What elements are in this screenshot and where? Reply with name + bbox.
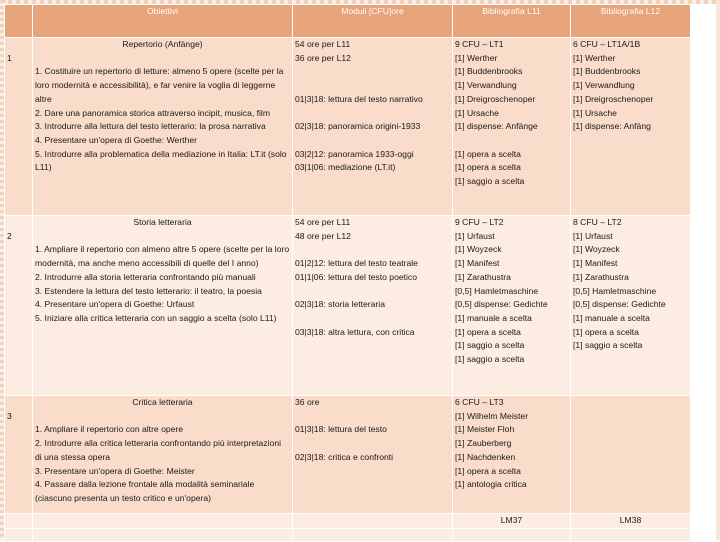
objective-item: 2. Introdurre alla storia letteraria confrontando più manuali	[35, 271, 256, 282]
bibliography-entry: [1] Ursache	[455, 107, 499, 118]
bibliography-entry: [1] saggio a scelta	[455, 340, 525, 351]
module-line: 02|3|18: storia letteraria	[295, 299, 385, 310]
bibliography-entry: [1] Urfaust	[455, 230, 495, 241]
module-line: 03|3|18: altra lettura, con critica	[295, 326, 415, 337]
bibliography-entry: 6 CFU – LT3	[455, 397, 504, 407]
bibliography-entry: [1] Manifest	[455, 258, 500, 269]
module-line: 48 ore per L12	[295, 230, 351, 241]
bibliography-entry: [1] Zauberberg	[455, 438, 512, 449]
header-number	[5, 5, 33, 38]
bibliography-entry: [1] dispense: Anfänge	[455, 121, 538, 132]
bibliography-l11-cell	[453, 396, 571, 514]
objective-item: 3. Estendere la lettura del testo letterario: il teatro, la poesia	[35, 285, 262, 296]
footer-l12-cell	[571, 514, 691, 529]
bibliography-l12-cell	[571, 38, 691, 216]
bibliography-entry: [1] dispense: Anfäng	[573, 121, 651, 132]
bibliography-entry: [1] Urfaust	[573, 230, 613, 241]
bibliography-entry: [1] Meister Floh	[455, 424, 515, 435]
module-line: 01|1|06: lettura del testo poetico	[295, 271, 417, 282]
footer-l11-cell	[453, 514, 571, 529]
bibliography-entry: [0,5] Hamletmaschine	[455, 285, 539, 296]
bibliography-entry: [0,5] dispense: Gedichte	[573, 299, 666, 310]
bibliography-l11-cell	[453, 38, 571, 216]
bibliography-entry: [1] antologia critica	[455, 479, 527, 490]
objective-item: 2. Introdurre alla critica letteraria confrontando più interpretazioni di una stessa opera	[35, 438, 282, 462]
header-bibliografia-l11: Bibliografia L11	[453, 5, 571, 38]
section-title: Storia letteraria	[133, 217, 192, 227]
bibliography-entry: [1] Werther	[455, 52, 498, 63]
row-number: 2	[7, 230, 12, 241]
bibliography-entry: [0,5] Hamletmaschine	[573, 285, 657, 296]
bibliography-entry: [0,5] dispense: Gedichte	[455, 299, 548, 310]
bibliography-entry: [1] Verwandlung	[573, 80, 635, 91]
row-number: 3	[7, 410, 12, 421]
bibliography-entry: [1] Dreigroschenoper	[573, 93, 654, 104]
bibliography-entry: [1] Woyzeck	[573, 244, 620, 255]
footer-label-l11: LM37	[500, 515, 523, 525]
bibliography-entry: [1] opera a scelta	[455, 465, 521, 476]
module-line: 03|2|12: panoramica 1933-oggi	[295, 148, 414, 159]
moduli-cell	[293, 396, 453, 514]
table-header-row	[5, 5, 691, 38]
objective-item: 1. Costituire un repertorio di letture: almeno 5 opere (scelte per la loro modernità e accessibilità), e far venire la voglia di leggerne altre	[35, 66, 284, 104]
bibliography-entry: 9 CFU – LT2	[455, 217, 504, 227]
bibliography-entry: 8 CFU – LT2	[573, 217, 622, 227]
objective-item: 3. Presentare un'opera di Goethe: Meister	[35, 465, 195, 476]
row-number: 1	[7, 52, 12, 63]
bibliography-entry: [1] Ursache	[573, 107, 617, 118]
table-row	[5, 216, 691, 396]
bibliography-entry: [1] saggio a scelta	[455, 176, 525, 187]
objective-item: 3. Introdurre alla lettura del testo letterario: la prosa narrativa	[35, 121, 266, 132]
module-line: 02|3|18: critica e confronti	[295, 451, 394, 462]
objective-item: 5. Introdurre alla problematica della mediazione in Italia: LT.it (solo L11)	[35, 148, 287, 173]
header-moduli: Moduli [CFU]ore	[293, 5, 453, 38]
bibliography-entry: [1] Verwandlung	[455, 80, 517, 91]
bibliography-entry: [1] Manifest	[573, 258, 618, 269]
row-number-cell	[5, 38, 33, 216]
bibliography-entry: [1] opera a scelta	[455, 326, 521, 337]
bibliography-entry: 9 CFU – LT1	[455, 39, 504, 49]
module-line: 01|2|12: lettura del testo teatrale	[295, 258, 418, 269]
bibliography-l12-cell	[571, 396, 691, 514]
table-row	[5, 38, 691, 216]
bibliography-entry: [1] Nachdenken	[455, 451, 516, 462]
header-bibliografia-l12: Bibliografia L12	[571, 5, 691, 38]
module-line: 36 ore	[295, 397, 320, 407]
objective-item: 4. Presentare un'opera di Goethe: Werther	[35, 134, 197, 145]
bibliography-entry: [1] Wilhelm Meister	[455, 410, 529, 421]
module-line: 01|3|18: lettura del testo narrativo	[295, 93, 423, 104]
degree-footer-row	[5, 514, 691, 529]
objective-item: 1. Ampliare il repertorio con altre opere	[35, 424, 184, 435]
bibliography-entry: [1] Dreigroschenoper	[455, 93, 536, 104]
table-row	[5, 396, 691, 514]
moduli-cell	[293, 216, 453, 396]
module-line: 54 ore per L11	[295, 217, 351, 227]
footer-label-l12: LM38	[619, 515, 642, 525]
objective-item: 5. Iniziare alla critica letteraria con un saggio a scelta (solo L11)	[35, 312, 277, 323]
bibliography-entry: [1] Buddenbrooks	[573, 66, 641, 77]
bibliography-l12-cell	[571, 216, 691, 396]
objective-item: 4. Presentare un'opera di Goethe: Urfaust	[35, 299, 195, 310]
bibliography-entry: [1] opera a scelta	[455, 148, 521, 159]
slide-frame-right	[716, 0, 720, 540]
bibliography-entry: [1] Zarathustra	[455, 271, 511, 282]
bibliography-entry: [1] manuale a scelta	[455, 312, 532, 323]
objectives-cell	[33, 396, 293, 514]
objectives-cell	[33, 38, 293, 216]
bibliography-entry: [1] Werther	[573, 52, 616, 63]
bibliography-l11-cell	[453, 216, 571, 396]
bibliography-entry: 6 CFU – LT1A/1B	[573, 39, 641, 49]
module-line: 03|1|06: mediazione (LT.it)	[295, 162, 396, 173]
row-number-cell	[5, 396, 33, 514]
syllabus-table	[4, 4, 691, 542]
bibliography-entry: [1] opera a scelta	[573, 326, 639, 337]
bibliography-entry: [1] manuale a scelta	[573, 312, 650, 323]
moduli-cell	[293, 38, 453, 216]
section-title: Repertorio (Anfänge)	[122, 39, 203, 49]
bibliography-entry: [1] opera a scelta	[455, 162, 521, 173]
module-line: 54 ore per L11	[295, 39, 351, 49]
section-title: Critica letteraria	[132, 397, 193, 407]
bibliography-entry: [1] Buddenbrooks	[455, 66, 523, 77]
objective-item: 1. Ampliare il repertorio con almeno altre 5 opere (scelte per la loro modernità, ma anche meno accessibili di quelle del I anno)	[35, 244, 290, 269]
objectives-cell	[33, 216, 293, 396]
objective-item: 4. Passare dalla lezione frontale alla modalità seminariale (ciascuno presenta un testo critico e un'opera)	[35, 479, 255, 503]
module-line: 02|3|18: panoramica origini-1933	[295, 121, 421, 132]
bibliography-entry: [1] Woyzeck	[455, 244, 502, 255]
bibliography-entry: [1] saggio a scelta	[455, 354, 525, 365]
row-number-cell	[5, 216, 33, 396]
module-line: 36 ore per L12	[295, 52, 351, 63]
module-line: 01|3|18: lettura del testo	[295, 424, 387, 435]
bibliography-entry: [1] saggio a scelta	[573, 340, 643, 351]
bibliography-entry: [1] Zarathustra	[573, 271, 629, 282]
objective-item: 2. Dare una panoramica storica attraverso incipit, musica, film	[35, 107, 270, 118]
header-obiettivi: Obiettivi	[33, 5, 293, 38]
